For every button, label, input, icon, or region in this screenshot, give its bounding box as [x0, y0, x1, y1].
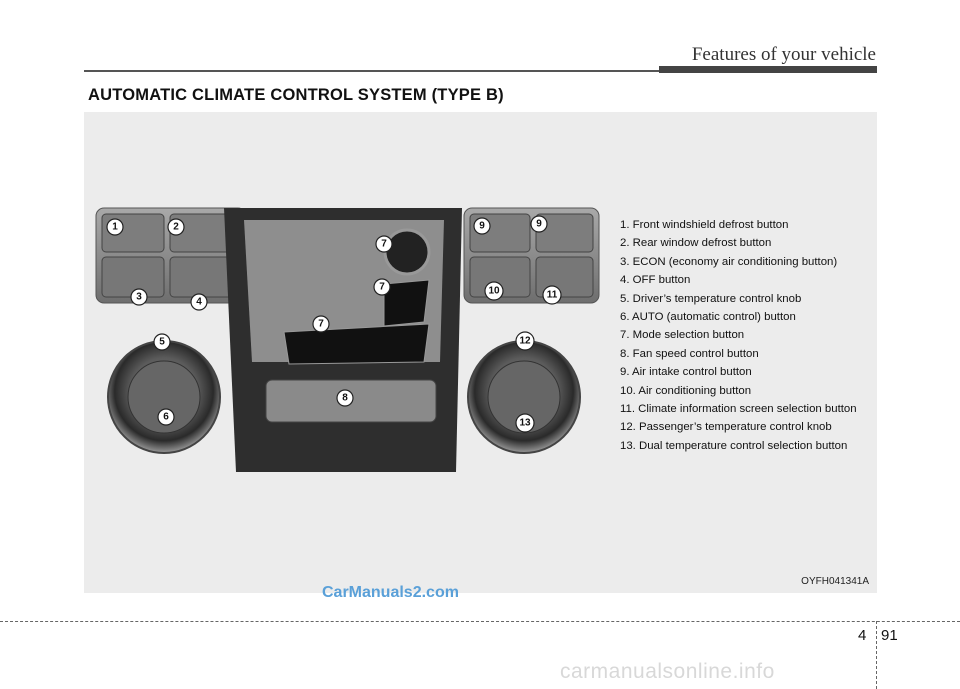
legend-item: 3. ECON (economy air conditioning button): [620, 255, 838, 268]
svg-text:9: 9: [536, 218, 542, 230]
site-watermark: carmanualsonline.info: [560, 660, 775, 683]
legend-item: 6. AUTO (automatic control) button: [620, 311, 796, 324]
section-title: AUTOMATIC CLIMATE CONTROL SYSTEM (TYPE B): [88, 86, 504, 104]
legend-list: [620, 216, 875, 455]
legend-item: 4. OFF button: [620, 274, 691, 287]
callout-7b: [374, 279, 390, 295]
callout-10: [485, 282, 503, 300]
svg-text:13: 13: [519, 417, 531, 429]
callout-13: [516, 414, 534, 432]
svg-text:8: 8: [342, 392, 348, 404]
svg-text:5: 5: [159, 336, 165, 348]
header-rule: [84, 70, 659, 72]
callout-4: [191, 294, 207, 310]
chapter-number: 4: [858, 627, 867, 644]
svg-text:6: 6: [163, 411, 169, 423]
watermark-link[interactable]: CarManuals2.com: [322, 584, 459, 601]
callout-9b: [531, 216, 547, 232]
svg-text:1: 1: [112, 221, 118, 233]
legend-item: 7. Mode selection button: [620, 329, 745, 342]
legend-item: 12. Passenger’s temperature control knob: [620, 421, 832, 434]
callout-5: [154, 334, 170, 350]
callout-2: [168, 219, 184, 235]
callout-6: [158, 409, 174, 425]
callout-1: [107, 219, 123, 235]
passenger-temperature-knob: [468, 341, 580, 453]
callout-3: [131, 289, 147, 305]
callout-7a: [376, 236, 392, 252]
callout-7c: [313, 316, 329, 332]
legend-item: 8. Fan speed control button: [620, 347, 759, 360]
legend-item: 5. Driver’s temperature control knob: [620, 292, 802, 305]
svg-text:3: 3: [136, 291, 142, 303]
svg-text:4: 4: [196, 296, 202, 308]
legend-item: 13. Dual temperature control selection button: [620, 439, 848, 452]
legend-item: 1. Front windshield defrost button: [620, 219, 789, 231]
legend-item: 2. Rear window defrost button: [620, 237, 772, 250]
callout-11: [543, 286, 561, 304]
svg-text:10: 10: [488, 285, 500, 297]
svg-text:7: 7: [318, 318, 324, 330]
callout-8: [337, 390, 353, 406]
legend-item: 11. Climate information screen selection button: [620, 403, 857, 416]
svg-text:11: 11: [546, 289, 558, 301]
footer-divider: [0, 621, 960, 622]
svg-text:7: 7: [379, 281, 385, 293]
svg-text:12: 12: [519, 335, 531, 347]
footer-vertical-divider: [876, 621, 877, 689]
svg-text:2: 2: [173, 221, 179, 233]
page-number: 91: [881, 627, 898, 644]
callout-9a: [474, 218, 490, 234]
center-console: [224, 208, 462, 472]
driver-temperature-knob: [108, 341, 220, 453]
legend-item: 10. Air conditioning button: [620, 384, 752, 397]
climate-control-figure: [84, 112, 877, 593]
figure-code: OYFH041341A: [801, 576, 869, 587]
svg-text:9: 9: [479, 220, 485, 232]
callout-12: [516, 332, 534, 350]
svg-text:7: 7: [381, 238, 387, 250]
header-title: Features of your vehicle: [691, 44, 876, 65]
header-rule-accent: [659, 66, 877, 73]
legend-item: 9. Air intake control button: [620, 366, 752, 379]
